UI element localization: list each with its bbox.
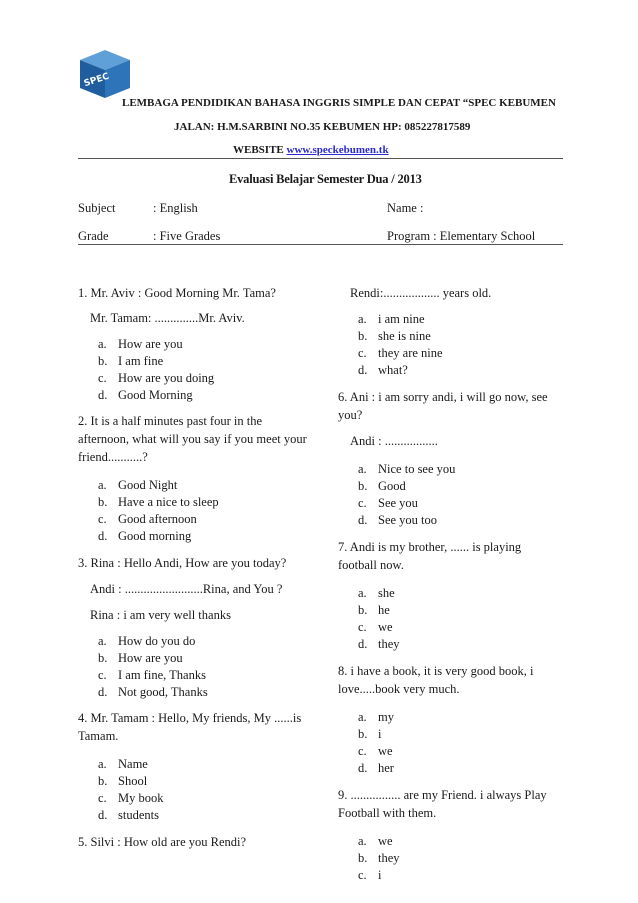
- question-3-dialog-1: Andi : .........................Rina, and You ?: [90, 582, 283, 596]
- spec-logo: [78, 48, 132, 100]
- option: c. we: [358, 744, 393, 758]
- question-3-options: [78, 633, 308, 701]
- option: a. my: [358, 710, 394, 724]
- question-9: 9. ................ are my Friend. i always Play Football with them.: [338, 788, 547, 820]
- option: b. he: [358, 603, 390, 617]
- option: c. See you: [358, 496, 418, 510]
- option: c. they are nine: [358, 346, 443, 360]
- option: d. her: [358, 761, 394, 775]
- option: b. they: [358, 851, 400, 865]
- question-5-options: [338, 311, 563, 379]
- question-8: 8. i have a book, it is very good book, i love.....book very much.: [338, 664, 534, 696]
- option: d. Good morning: [98, 529, 192, 543]
- option: a. Name: [98, 757, 148, 771]
- question-7: 7. Andi is my brother, ...... is playing football now.: [338, 540, 522, 572]
- option: d. Good Morning: [98, 388, 193, 402]
- institution-website: [233, 144, 389, 156]
- option: b. Shool: [98, 774, 148, 788]
- question-4-options: [78, 756, 308, 824]
- name-label: Name :: [387, 201, 424, 215]
- header-divider: [78, 158, 563, 159]
- option: d. what?: [358, 363, 408, 377]
- option: b. Have a nice to sleep: [98, 495, 219, 509]
- question-9-options: [338, 833, 563, 884]
- website-link[interactable]: www.speckebumen.tk: [286, 144, 389, 156]
- institution-name: LEMBAGA PENDIDIKAN BAHASA INGGRIS SIMPLE DAN CEPAT “SPEC KEBUMEN: [122, 97, 556, 109]
- question-6-options: [338, 461, 563, 529]
- option: a. How do you do: [98, 634, 196, 648]
- program-label: Program : Elementary School: [387, 229, 536, 243]
- option: b. I am fine: [98, 354, 164, 368]
- option: a. she: [358, 586, 395, 600]
- question-1-options: [78, 336, 308, 404]
- page-title: Evaluasi Belajar Semester Dua / 2013: [229, 172, 422, 186]
- question-1-dialog: Mr. Tamam: ..............Mr. Aviv.: [90, 311, 245, 325]
- option: a. we: [358, 834, 393, 848]
- info-divider: [78, 244, 563, 245]
- option: b. i: [358, 727, 382, 741]
- logo-text: SPEC: [82, 71, 111, 90]
- question-5-dialog: Rendi:.................. years old.: [350, 286, 492, 300]
- question-2-options: [78, 477, 308, 545]
- option: d. Not good, Thanks: [98, 685, 208, 699]
- option: c. How are you doing: [98, 371, 215, 385]
- question-8-options: [338, 709, 563, 777]
- question-1: 1. Mr. Aviv : Good Morning Mr. Tama?: [78, 286, 276, 300]
- option: b. How are you: [98, 651, 183, 665]
- option: a. i am nine: [358, 312, 425, 326]
- option: d. students: [98, 808, 159, 822]
- subject-label: Subject: [78, 201, 116, 215]
- question-4: 4. Mr. Tamam : Hello, My friends, My ......is Tamam.: [78, 711, 302, 743]
- option: a. How are you: [98, 337, 183, 351]
- question-6: 6. Ani : i am sorry andi, i will go now, see you?: [338, 390, 548, 422]
- option: a. Nice to see you: [358, 462, 456, 476]
- option: a. Good Night: [98, 478, 178, 492]
- left-column: [78, 284, 308, 851]
- subject-value: : English: [153, 201, 198, 215]
- option: d. they: [358, 637, 400, 651]
- question-3: 3. Rina : Hello Andi, How are you today?: [78, 556, 287, 570]
- option: d. See you too: [358, 513, 438, 527]
- option: c. we: [358, 620, 393, 634]
- question-5: 5. Silvi : How old are you Rendi?: [78, 835, 247, 849]
- option: c. Good afternoon: [98, 512, 197, 526]
- option: b. she is nine: [358, 329, 431, 343]
- website-label: WEBSITE: [233, 144, 287, 156]
- question-3-dialog-2: Rina : i am very well thanks: [90, 608, 231, 622]
- question-2: 2. It is a half minutes past four in the afternoon, what will you say if you meet your friend...........?: [78, 414, 307, 464]
- grade-value: : Five Grades: [153, 229, 221, 243]
- option: c. i: [358, 868, 382, 882]
- institution-address: JALAN: H.M.SARBINI NO.35 KEBUMEN HP: 085227817589: [174, 121, 471, 133]
- grade-label: Grade: [78, 229, 109, 243]
- option: c. I am fine, Thanks: [98, 668, 206, 682]
- question-7-options: [338, 585, 563, 653]
- right-column: [338, 284, 563, 884]
- option: b. Good: [358, 479, 406, 493]
- question-6-dialog: Andi : .................: [350, 434, 438, 448]
- option: c. My book: [98, 791, 164, 805]
